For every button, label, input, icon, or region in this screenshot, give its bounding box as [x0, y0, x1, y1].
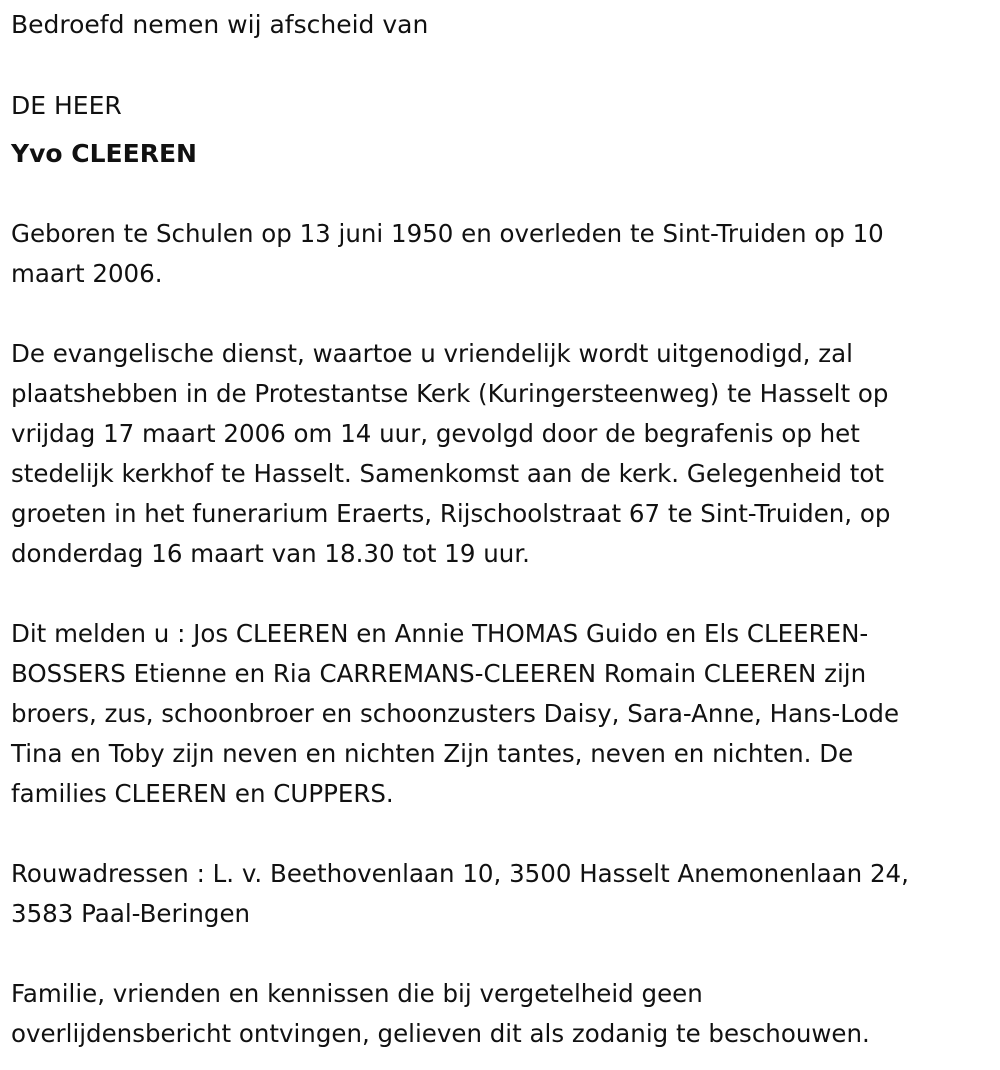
service-paragraph — [11, 334, 986, 574]
paragraph-line: plaatshebben in de Protestantse Kerk (Kuringersteenweg) te Hasselt op — [11, 379, 889, 408]
paragraph-line: Rouwadressen : L. v. Beethovenlaan 10, 3500 Hasselt Anemonenlaan 24, — [11, 859, 909, 888]
paragraph-line: stedelijk kerkhof te Hasselt. Samenkomst aan de kerk. Gelegenheid tot — [11, 459, 884, 488]
paragraph-line: groeten in het funerarium Eraerts, Rijschoolstraat 67 te Sint-Truiden, op — [11, 499, 891, 528]
paragraph-line: Familie, vrienden en kennissen die bij vergetelheid geen — [11, 979, 703, 1008]
paragraph-line: broers, zus, schoonbroer en schoonzusters Daisy, Sara-Anne, Hans-Lode — [11, 699, 900, 728]
paragraph-line: Dit melden u : Jos CLEEREN en Annie THOMAS Guido en Els CLEEREN- — [11, 619, 869, 648]
paragraph-line: maart 2006. — [11, 259, 163, 288]
paragraph-line: overlijdensbericht ontvingen, gelieven dit als zodanig te beschouwen. — [11, 1019, 870, 1048]
paragraph-line: families CLEEREN en CUPPERS. — [11, 779, 394, 808]
deceased-name: Yvo CLEEREN — [11, 139, 197, 168]
paragraph-line: donderdag 16 maart van 18.30 tot 19 uur. — [11, 539, 530, 568]
honorific: DE HEER — [11, 91, 122, 120]
intro-line: Bedroefd nemen wij afscheid van — [11, 10, 429, 39]
paragraph-line: De evangelische dienst, waartoe u vriendelijk wordt uitgenodigd, zal — [11, 339, 853, 368]
paragraph-line: Geboren te Schulen op 13 juni 1950 en overleden te Sint-Truiden op 10 — [11, 219, 884, 248]
paragraph-line: Tina en Toby zijn neven en nichten Zijn tantes, neven en nichten. De — [11, 739, 854, 768]
closing-paragraph — [11, 974, 986, 1054]
addresses-paragraph — [11, 854, 986, 934]
paragraph-line: BOSSERS Etienne en Ria CARREMANS-CLEEREN Romain CLEEREN zijn — [11, 659, 867, 688]
birth-death-paragraph — [11, 214, 986, 294]
paragraph-line: 3583 Paal-Beringen — [11, 899, 251, 928]
announcers-paragraph — [11, 614, 986, 814]
paragraph-line: vrijdag 17 maart 2006 om 14 uur, gevolgd door de begrafenis op het — [11, 419, 860, 448]
